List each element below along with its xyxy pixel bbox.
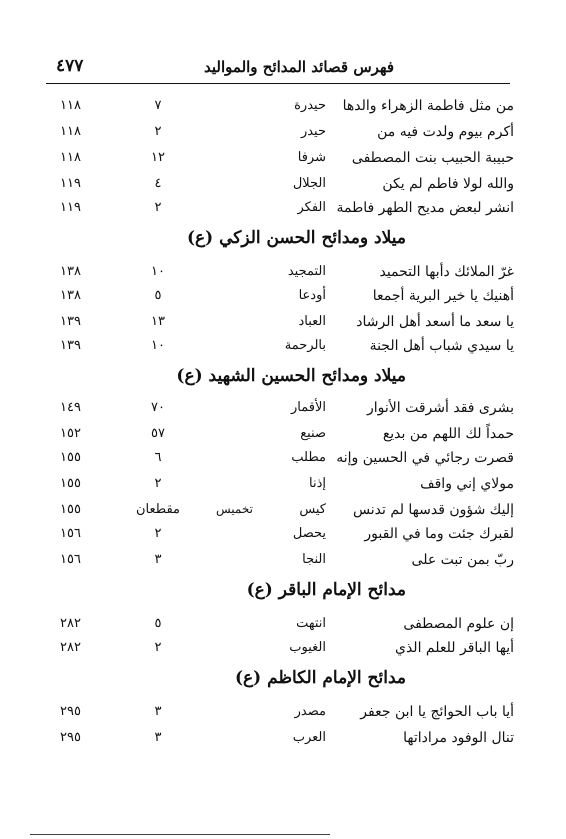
page-ref: ١١٨ bbox=[60, 124, 81, 139]
verse-count: ١٣ bbox=[151, 314, 165, 329]
rhyme-word: كيس bbox=[299, 502, 326, 517]
verse-opening: بشرى فقد أشرقت الأنوار bbox=[367, 400, 514, 416]
verse-count: ٢ bbox=[154, 640, 162, 655]
table-row bbox=[0, 426, 566, 452]
verse-count: ٣ bbox=[154, 730, 162, 745]
rhyme-word: يحصل bbox=[292, 526, 326, 541]
table-row bbox=[0, 450, 566, 476]
table-row bbox=[0, 502, 566, 528]
section-heading-kazim: مدائح الإمام الكاظم (ع) bbox=[235, 668, 406, 688]
page-ref: ٢٨٢ bbox=[60, 640, 81, 655]
verse-opening: أيها الباقر للعلم الذي bbox=[395, 640, 514, 656]
table-row bbox=[0, 264, 566, 290]
table-row bbox=[0, 730, 566, 756]
verse-count: ٧ bbox=[154, 98, 162, 113]
page-ref: ١٥٦ bbox=[60, 552, 81, 567]
page-ref: ٢٩٥ bbox=[60, 730, 81, 745]
page-ref: ١٣٨ bbox=[60, 264, 81, 279]
rhyme-word: انتهت bbox=[296, 616, 326, 631]
rhyme-word: حيدرة bbox=[294, 98, 326, 113]
page-ref: ٢٨٢ bbox=[60, 616, 81, 631]
rhyme-word: الأقمار bbox=[291, 400, 326, 415]
page-ref: ١٥٢ bbox=[60, 426, 81, 441]
verse-opening: يا سيدي شباب أهل الجنة bbox=[369, 338, 514, 354]
rhyme-word: مصدر bbox=[294, 704, 326, 719]
verse-opening: غرّ الملائك دأبها التحميد bbox=[379, 264, 514, 280]
table-row bbox=[0, 98, 566, 124]
page-ref: ١٥٥ bbox=[60, 450, 81, 465]
verse-count: ٢ bbox=[154, 526, 162, 541]
rhyme-word: إذنا bbox=[309, 476, 326, 491]
table-row bbox=[0, 314, 566, 340]
rhyme-word: شرفا bbox=[297, 150, 326, 165]
verse-opening: حمداً لك اللهم من بديع bbox=[382, 426, 514, 442]
verse-count: ٢ bbox=[154, 200, 162, 215]
rhyme-word: الغيوب bbox=[289, 640, 326, 655]
verse-count: ٥٧ bbox=[151, 426, 165, 441]
page-ref: ١١٩ bbox=[60, 200, 81, 215]
table-row bbox=[0, 616, 566, 642]
section-heading-hasan: ميلاد ومدائح الحسن الزكي (ع) bbox=[186, 228, 406, 248]
rhyme-word: أودعا bbox=[298, 288, 326, 303]
page-ref: ١٣٩ bbox=[60, 338, 81, 353]
verse-count: ٧٠ bbox=[151, 400, 165, 415]
rhyme-word: مطلب bbox=[291, 450, 326, 465]
verse-opening: أيا باب الحوائج يا ابن جعفر bbox=[360, 704, 514, 720]
verse-opening: إن علوم المصطفى bbox=[403, 616, 514, 632]
table-row bbox=[0, 200, 566, 226]
header-rule bbox=[46, 83, 510, 84]
table-row bbox=[0, 704, 566, 730]
page-header bbox=[48, 54, 394, 80]
verse-count: ٥ bbox=[154, 288, 162, 303]
page-ref: ١١٩ bbox=[60, 176, 81, 191]
table-row bbox=[0, 552, 566, 578]
page-ref: ١١٨ bbox=[60, 150, 81, 165]
verse-count: ٢ bbox=[154, 476, 162, 491]
verse-count: ٢ bbox=[154, 124, 162, 139]
verse-opening: حبيبة الحبيب بنت المصطفى bbox=[351, 150, 514, 166]
verse-count: ٤ bbox=[154, 176, 162, 191]
form-note: تخميس bbox=[216, 502, 253, 516]
page-ref: ١٤٩ bbox=[60, 400, 81, 415]
section-heading-husayn: ميلاد ومدائح الحسين الشهيد (ع) bbox=[176, 366, 406, 386]
rhyme-word: التمجيد bbox=[287, 264, 326, 279]
verse-opening: أهنيك يا خير البرية أجمعا bbox=[372, 288, 514, 304]
verse-count: ١٠ bbox=[151, 264, 165, 279]
table-row bbox=[0, 400, 566, 426]
page-ref: ١٥٦ bbox=[60, 526, 81, 541]
page-ref: ١٣٨ bbox=[60, 288, 81, 303]
verse-count: مقطعان bbox=[136, 502, 180, 517]
page-ref: ١٥٥ bbox=[60, 476, 81, 491]
rhyme-word: النجا bbox=[302, 552, 326, 567]
verse-opening: من مثل فاطمة الزهراء والدها bbox=[342, 98, 514, 114]
rhyme-word: الجلال bbox=[292, 176, 326, 191]
verse-count: ١٢ bbox=[151, 150, 165, 165]
rhyme-word: العباد bbox=[298, 314, 326, 329]
table-row bbox=[0, 526, 566, 552]
verse-opening: أكرم بيوم ولدت فيه من bbox=[377, 124, 514, 140]
rhyme-word: العرب bbox=[292, 730, 326, 745]
verse-opening: لقبرك جئت وما في القبور bbox=[364, 526, 514, 542]
page-ref: ١١٨ bbox=[60, 98, 81, 113]
page-title: فهرس قصائد المدائح والمواليد bbox=[204, 58, 394, 76]
page-ref: ٢٩٥ bbox=[60, 704, 81, 719]
section-heading-baqir: مدائح الإمام الباقر (ع) bbox=[246, 580, 406, 600]
rhyme-word: صنيع bbox=[300, 426, 326, 441]
table-row bbox=[0, 476, 566, 502]
table-row bbox=[0, 338, 566, 364]
rhyme-word: حيدر bbox=[300, 124, 326, 139]
verse-count: ٣ bbox=[154, 552, 162, 567]
table-row bbox=[0, 640, 566, 666]
verse-count: ١٠ bbox=[151, 338, 165, 353]
verse-opening: مولاي إني واقف bbox=[420, 476, 514, 492]
verse-opening: يا سعد ما أسعد أهل الرشاد bbox=[356, 314, 514, 330]
verse-opening: والله لولا فاطم لم يكن bbox=[382, 176, 514, 192]
verse-count: ٣ bbox=[154, 704, 162, 719]
verse-opening: تنال الوفود مراداتها bbox=[403, 730, 514, 746]
table-row bbox=[0, 288, 566, 314]
footer-rule bbox=[30, 834, 330, 835]
table-row bbox=[0, 124, 566, 150]
page-ref: ١٥٥ bbox=[60, 502, 81, 517]
verse-opening: ربّ بمن تبت على bbox=[411, 552, 514, 568]
page-ref: ١٣٩ bbox=[60, 314, 81, 329]
verse-count: ٥ bbox=[154, 616, 162, 631]
table-row bbox=[0, 150, 566, 176]
verse-opening: إليك شؤون قدسها لم تدنس bbox=[352, 502, 514, 518]
verse-opening: انشر لبعض مديح الطهر فاطمة bbox=[336, 200, 514, 216]
rhyme-word: بالرحمة bbox=[284, 338, 326, 353]
table-row bbox=[0, 176, 566, 202]
rhyme-word: الفكر bbox=[297, 200, 326, 215]
page-number: ٤٧٧ bbox=[56, 56, 84, 76]
verse-opening: قصرت رجائي في الحسين وإنه bbox=[336, 450, 514, 466]
verse-count: ٦ bbox=[154, 450, 162, 465]
